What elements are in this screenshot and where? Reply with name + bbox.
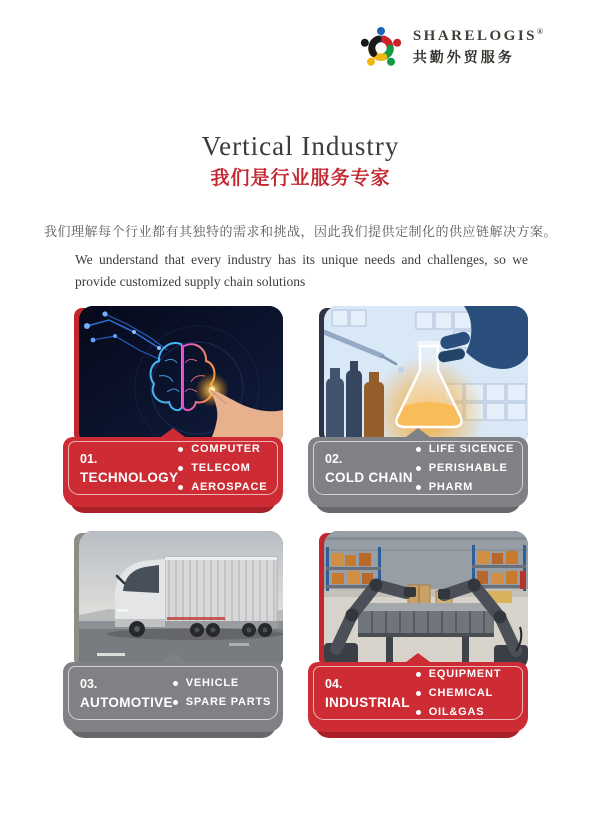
technology-card-image: [79, 306, 283, 446]
card-bullet-item: [416, 478, 518, 497]
card-number: 02.: [325, 451, 343, 466]
industry-card-technology: [63, 306, 283, 520]
bullet-icon: [416, 466, 421, 471]
bullet-icon: [416, 485, 421, 490]
ai-brain-illustration: [79, 306, 283, 446]
bullet-label: TELECOM: [191, 461, 251, 474]
bullet-icon: [178, 447, 183, 452]
card-bullet-item: [416, 703, 518, 722]
banner-heading: [80, 452, 178, 485]
page-subtitle-zh: 我们是行业服务专家: [210, 168, 391, 189]
card-bullet-item: [416, 665, 518, 684]
bullet-label: PHARM: [428, 480, 474, 493]
bullet-label: CHEMICAL: [428, 686, 494, 699]
bullet-label: VEHICLE: [185, 677, 240, 689]
bullet-icon: [416, 710, 421, 715]
warehouse-robots-illustration: [324, 531, 528, 671]
bullet-label: PERISHABLE: [428, 461, 508, 474]
banner-heading: [80, 677, 173, 710]
bullet-label: OIL&GAS: [428, 705, 485, 718]
card-item-list: [178, 440, 273, 497]
industrial-card-image: [324, 531, 528, 671]
bullet-label: EQUIPMENT: [428, 667, 502, 680]
card-bullet-item: [178, 478, 273, 497]
card-item-list: [416, 665, 518, 722]
intro-paragraph-en: We understand that every industry has its unique needs and challenges, so we provide customized supply chain solutions: [75, 252, 528, 289]
industry-card-cold-chain: [308, 306, 528, 520]
bullet-label: SPARE PARTS: [185, 696, 272, 708]
automotive-banner: [63, 662, 283, 732]
card-item-list: [416, 440, 518, 497]
card-bullet-item: [416, 440, 518, 459]
automotive-card-image: [79, 531, 283, 671]
card-number: 03.: [80, 676, 98, 691]
industry-card-automotive: [63, 531, 283, 745]
bullet-icon: [173, 681, 178, 686]
industry-card-industrial: [308, 531, 528, 745]
card-title: COLD CHAIN: [325, 469, 413, 485]
bullet-label: COMPUTER: [191, 442, 261, 455]
cold-chain-card-image: [324, 306, 528, 446]
cold-chain-banner: [308, 437, 528, 507]
logo-tagline: 共勤外贸服务: [412, 49, 515, 65]
card-number: 04.: [325, 676, 343, 691]
card-title: AUTOMOTIVE: [80, 694, 173, 710]
banner-heading: [325, 677, 416, 710]
laboratory-illustration: [324, 306, 528, 446]
bullet-icon: [416, 447, 421, 452]
page-title: Vertical Industry: [201, 131, 400, 161]
card-bullet-item: [173, 674, 273, 693]
card-bullet-item: [416, 459, 518, 478]
card-number: 01.: [80, 451, 98, 466]
bullet-label: AEROSPACE: [191, 480, 268, 493]
bullet-icon: [173, 700, 178, 705]
card-bullet-item: [416, 684, 518, 703]
card-title: INDUSTRIAL: [325, 694, 410, 710]
industrial-banner: [308, 662, 528, 732]
sharelogis-logo-icon: [358, 22, 404, 72]
card-bullet-item: [178, 440, 273, 459]
card-bullet-item: [178, 459, 273, 478]
intro-paragraph-zh: 我们理解每个行业都有其独特的需求和挑战，因此我们提供定制化的供应链解决方案。: [43, 224, 557, 239]
bullet-icon: [416, 691, 421, 696]
bullet-label: LIFE SICENCE: [428, 442, 515, 455]
banner-heading: [325, 452, 416, 485]
registered-mark: ®: [537, 27, 543, 36]
card-bullet-item: [173, 693, 273, 712]
company-logo: [358, 22, 543, 72]
technology-banner: [63, 437, 283, 507]
bullet-icon: [178, 466, 183, 471]
logo-brand-name: SHARELOGIS®: [412, 27, 543, 44]
card-item-list: [173, 674, 273, 712]
semi-truck-illustration: [79, 531, 283, 671]
bullet-icon: [178, 485, 183, 490]
bullet-icon: [416, 672, 421, 677]
logo-text: [413, 27, 543, 67]
card-title: TECHNOLOGY: [80, 469, 179, 485]
